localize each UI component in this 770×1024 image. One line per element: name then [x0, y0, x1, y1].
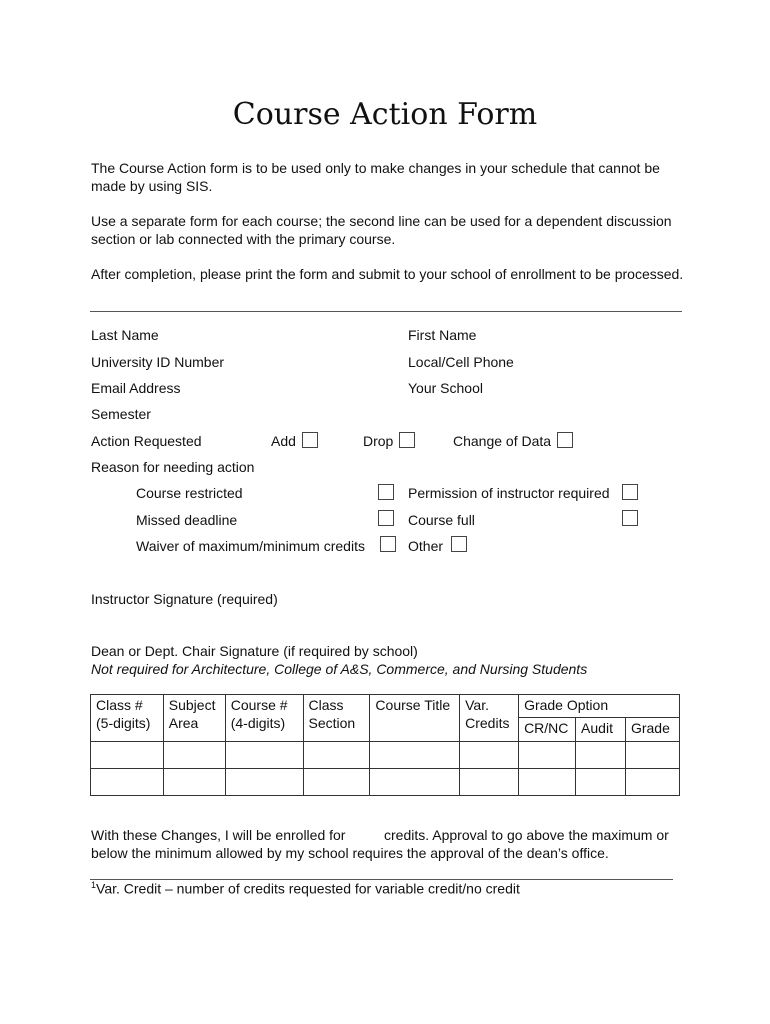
first-name-label: First Name: [408, 327, 477, 343]
semester-label: Semester: [91, 406, 151, 422]
cell-audit[interactable]: [576, 769, 626, 796]
other-checkbox[interactable]: [451, 536, 467, 552]
school-label: Your School: [408, 380, 483, 396]
cell-grade[interactable]: [625, 742, 679, 769]
drop-checkbox[interactable]: [399, 432, 415, 448]
drop-label: Drop: [363, 433, 394, 449]
header-class-section: Class Section: [303, 695, 370, 742]
divider: [90, 311, 682, 312]
footnote: [91, 880, 520, 897]
cell-course-number[interactable]: [225, 742, 303, 769]
add-label: Add: [271, 433, 296, 449]
table-row: [91, 769, 680, 796]
cell-class-number[interactable]: [91, 769, 164, 796]
cell-class-section[interactable]: [303, 769, 370, 796]
cell-course-title[interactable]: [370, 742, 460, 769]
action-requested-label: Action Requested: [91, 433, 202, 449]
dean-signature-note: Not required for Architecture, College of A&S, Commerce, and Nursing Students: [91, 661, 588, 677]
header-course-title: Course Title: [370, 695, 460, 742]
missed-deadline-label: Missed deadline: [136, 512, 238, 528]
header-grade: Grade: [625, 718, 679, 742]
enroll-statement-part1: With these Changes, I will be enrolled for: [91, 827, 346, 843]
cell-subject-area[interactable]: [163, 769, 225, 796]
intro-paragraph-1: The Course Action form is to be used only to make changes in your schedule that cannot be made by using SIS.: [91, 160, 660, 194]
header-crnc: CR/NC: [519, 718, 576, 742]
cell-var-credits[interactable]: [460, 769, 519, 796]
table-row: [91, 742, 680, 769]
add-checkbox[interactable]: [302, 432, 318, 448]
header-class-number: Class # (5-digits): [91, 695, 164, 742]
cell-grade[interactable]: [625, 769, 679, 796]
page-title: Course Action Form: [232, 97, 538, 132]
enroll-statement-line2: below the minimum allowed by my school requires the approval of the dean’s office.: [91, 845, 609, 861]
cell-subject-area[interactable]: [163, 742, 225, 769]
permission-instructor-checkbox[interactable]: [622, 484, 638, 500]
header-course-number: Course # (4-digits): [225, 695, 303, 742]
header-subject-area: Subject Area: [163, 695, 225, 742]
intro-paragraph-3: After completion, please print the form and submit to your school of enrollment to be processed.: [91, 266, 684, 282]
course-full-label: Course full: [408, 512, 475, 528]
other-label: Other: [408, 538, 444, 554]
waiver-credits-label: Waiver of maximum/minimum credits: [136, 538, 365, 554]
email-label: Email Address: [91, 380, 181, 396]
cell-crnc[interactable]: [519, 742, 576, 769]
dean-signature-label: Dean or Dept. Chair Signature (if required by school): [91, 643, 418, 659]
change-of-data-label: Change of Data: [453, 433, 552, 449]
cell-class-section[interactable]: [303, 742, 370, 769]
footnote-mark: 1: [91, 880, 97, 890]
course-table: [90, 694, 680, 796]
missed-deadline-checkbox[interactable]: [378, 510, 394, 526]
enroll-statement-part2: credits. Approval to go above the maximum or: [384, 827, 669, 843]
cell-crnc[interactable]: [519, 769, 576, 796]
change-of-data-checkbox[interactable]: [557, 432, 573, 448]
reason-label: Reason for needing action: [91, 459, 255, 475]
course-restricted-checkbox[interactable]: [378, 484, 394, 500]
waiver-credits-checkbox[interactable]: [380, 536, 396, 552]
cell-audit[interactable]: [576, 742, 626, 769]
last-name-label: Last Name: [91, 327, 159, 343]
cell-course-number[interactable]: [225, 769, 303, 796]
header-audit: Audit: [576, 718, 626, 742]
permission-instructor-label: Permission of instructor required: [408, 485, 610, 501]
header-grade-option: Grade Option: [519, 695, 680, 718]
course-full-checkbox[interactable]: [622, 510, 638, 526]
cell-course-title[interactable]: [370, 769, 460, 796]
phone-label: Local/Cell Phone: [408, 354, 514, 370]
university-id-label: University ID Number: [91, 354, 225, 370]
cell-var-credits[interactable]: [460, 742, 519, 769]
table-header-row: [91, 695, 680, 718]
header-var-credits: Var. Credits: [460, 695, 519, 742]
intro-paragraph-2: Use a separate form for each course; the second line can be used for a dependent discussion section or lab connected with the primary course.: [91, 213, 672, 247]
cell-class-number[interactable]: [91, 742, 164, 769]
instructor-signature-label: Instructor Signature (required): [91, 591, 278, 607]
footnote-text: Var. Credit – number of credits requested for variable credit/no credit: [96, 880, 520, 897]
course-restricted-label: Course restricted: [136, 485, 243, 501]
